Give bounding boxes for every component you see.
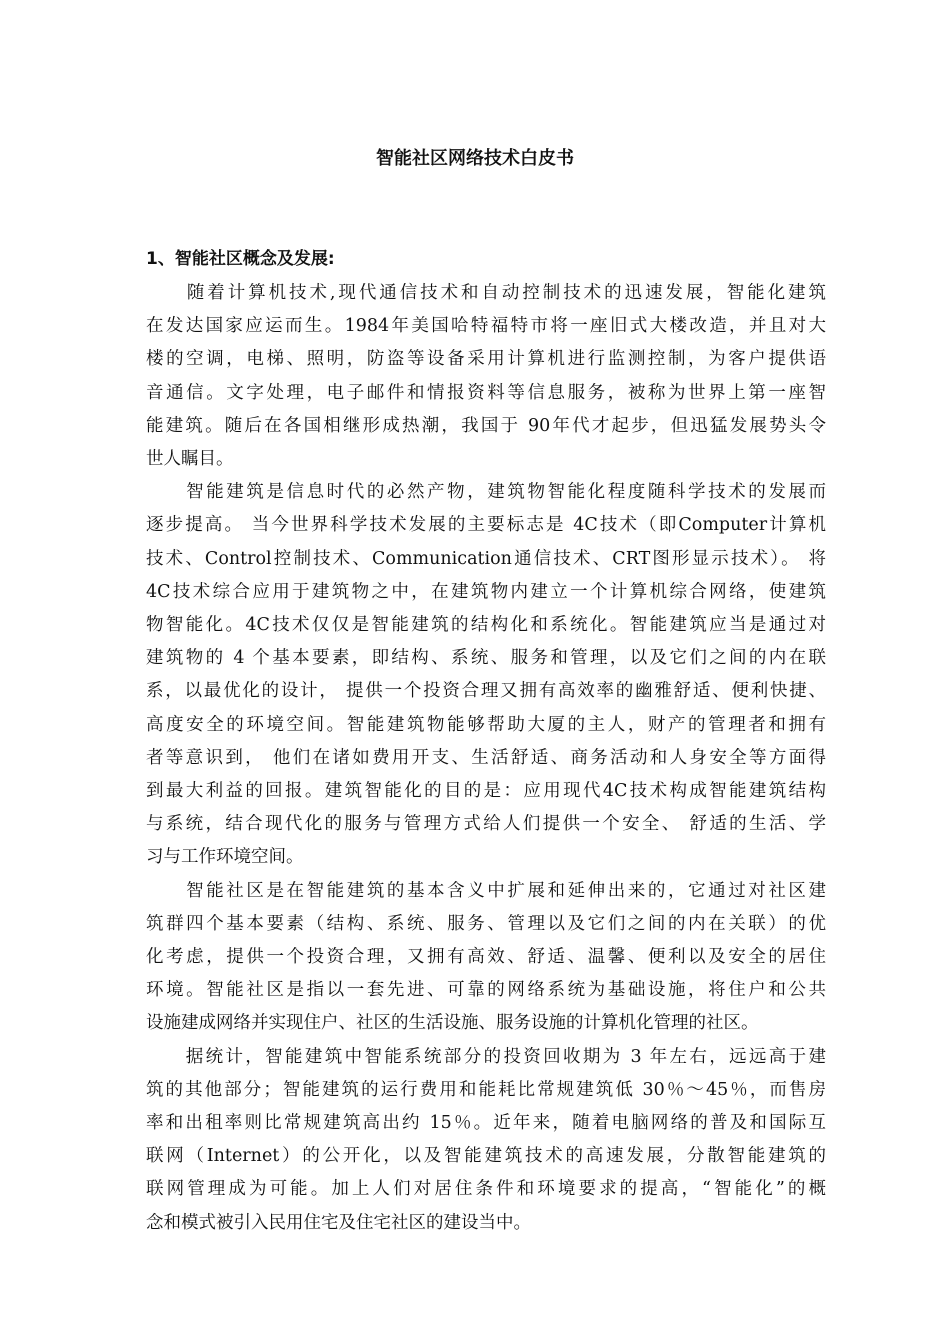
text-line: 率和出租率则比常规建筑高出约 15％。近年来，随着电脑网络的普及和国际互 [146,1113,826,1134]
text-line: 楼的空调，电梯、照明，防盗等设备采用计算机进行监测控制，为客户提供语 [146,349,826,370]
paragraph [146,1041,826,1240]
text-line: 世人瞩目。 [146,449,234,470]
text-line: 在发达国家应运而生。1984年美国哈特福特市将一座旧式大楼改造，并且对大 [146,316,826,337]
document-title: 智能社区网络技术白皮书 [376,148,574,169]
paragraph [146,476,826,874]
text-line: 逐步提高。 当今世界科学技术发展的主要标志是 4C技术（即Computer计算机 [146,515,826,536]
text-line: 设施建成网络并实现住户、社区的生活设施、服务设施的计算机化管理的社区。 [146,1013,759,1034]
text-line: 者等意识到， 他们在诸如费用开支、生活舒适、商务活动和人身安全等方面得 [146,747,826,768]
text-line: 与系统，结合现代化的服务与管理方式给人们提供一个安全、 舒适的生活、学 [146,814,826,835]
text-line: 习与工作环境空间。 [146,847,304,868]
text-line: 智能社区是在智能建筑的基本含义中扩展和延伸出来的，它通过对社区建 [146,880,826,901]
text-line: 筑的其他部分；智能建筑的运行费用和能耗比常规建筑低 30％～45％，而售房 [146,1079,826,1100]
text-line: 筑群四个基本要素（结构、系统、服务、管理以及它们之间的内在关联）的优 [146,913,826,934]
text-line: 音通信。文字处理，电子邮件和情报资料等信息服务，被称为世界上第一座智 [146,382,826,403]
text-line: 系，以最优化的设计， 提供一个投资合理又拥有高效率的幽雅舒适、便利快捷、 [146,681,826,702]
text-line: 高度安全的环境空间。智能建筑物能够帮助大厦的主人，财产的管理者和拥有 [146,714,826,735]
text-line: 智能建筑是信息时代的必然产物，建筑物智能化程度随科学技术的发展而 [146,482,826,503]
text-line: 4C技术综合应用于建筑物之中，在建筑物内建立一个计算机综合网络，使建筑 [146,581,826,602]
text-line: 环境。智能社区是指以一套先进、可靠的网络系统为基础设施，将住户和公共 [146,980,826,1001]
text-line: 技术、Control控制技术、Communication通信技术、CRT图形显示技术）。 将 [146,548,826,569]
text-line: 念和模式被引入民用住宅及住宅社区的建设当中。 [146,1212,531,1233]
text-line: 化考虑，提供一个投资合理，又拥有高效、舒适、温馨、便利以及安全的居住 [146,947,826,968]
text-line: 到最大利益的回报。建筑智能化的目的是：应用现代4C技术构成智能建筑结构 [146,781,826,802]
text-line: 联网（Internet）的公开化，以及智能建筑技术的高速发展，分散智能建筑的 [146,1146,826,1167]
paragraph [146,875,826,1041]
text-line: 能建筑。随后在各国相继形成热潮，我国于 90年代才起步，但迅猛发展势头令 [146,415,826,436]
text-line: 物智能化。4C技术仅仅是智能建筑的结构化和系统化。智能建筑应当是通过对 [146,615,826,636]
paragraph [146,277,826,476]
section-heading: 1、智能社区概念及发展: [146,249,335,269]
text-line: 随着计算机技术,现代通信技术和自动控制技术的迅速发展，智能化建筑 [146,283,826,303]
text-line: 联网管理成为可能。加上人们对居住条件和环境要求的提高，“智能化”的概 [146,1179,826,1200]
section-body [146,277,826,1240]
text-line: 建筑物的 4 个基本要素，即结构、系统、服务和管理，以及它们之间的内在联 [146,648,826,669]
text-line: 据统计，智能建筑中智能系统部分的投资回收期为 3 年左右，远远高于建 [146,1046,826,1067]
